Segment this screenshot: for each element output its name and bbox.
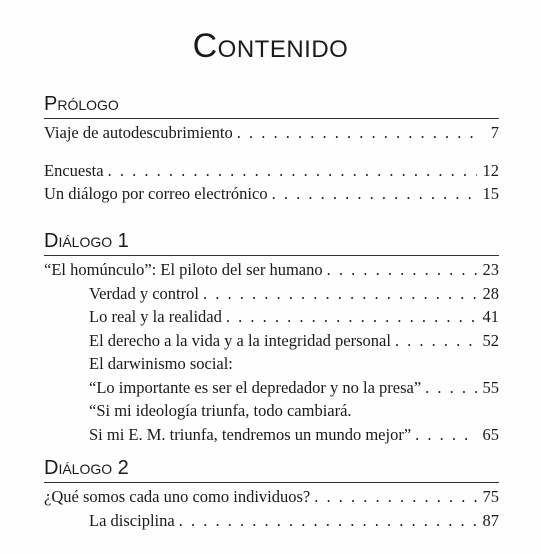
toc-entry — [44, 485, 499, 509]
toc-entry-page: 75 — [482, 487, 499, 506]
section-heading-dialogo-2: Diálogo 2 — [44, 456, 499, 483]
dot-leader — [425, 376, 477, 400]
dot-leader — [237, 121, 477, 145]
section-dialogo-2 — [44, 456, 499, 532]
section-dialogo-1 — [44, 229, 499, 446]
toc-entry-page: 12 — [482, 160, 499, 180]
toc-entry-page: 41 — [482, 307, 499, 326]
toc-entry-title: “El homúnculo”: El piloto del ser humano — [44, 260, 323, 279]
toc-subentry-line: “Si mi ideología triunfa, todo cambiará. — [89, 401, 352, 420]
dot-leader — [415, 423, 477, 447]
dot-leader — [327, 258, 477, 282]
toc-subentry — [44, 423, 499, 447]
toc-subentry — [44, 282, 499, 306]
dot-leader — [108, 159, 477, 183]
toc-subentry-line: El darwinismo social: — [89, 354, 233, 373]
dot-leader — [226, 305, 477, 329]
toc-entry-title: Viaje de autodescubrimiento — [44, 123, 233, 142]
toc-subentry — [44, 329, 499, 353]
toc-entry-page: 65 — [482, 424, 499, 444]
toc-entry-title: Lo real y la realidad — [89, 307, 222, 326]
toc-entry-title: El derecho a la vida y a la integridad personal — [89, 330, 391, 350]
toc-entry — [44, 182, 499, 206]
toc-entry-page: 55 — [482, 377, 499, 397]
toc-entry-title: ¿Qué somos cada uno como individuos? — [44, 487, 311, 506]
section-heading-dialogo-1: Diálogo 1 — [44, 229, 499, 256]
dot-leader — [179, 509, 477, 533]
section-heading-prologo: Prólogo — [44, 92, 499, 119]
toc-entry-title: “Lo importante es ser el depredador y no la presa” — [89, 377, 422, 397]
toc-entry-page: 52 — [482, 330, 499, 350]
section-prologo — [44, 92, 499, 206]
toc-entry-title: Si mi E. M. triunfa, tendremos un mundo mejor” — [89, 424, 412, 444]
toc-entry-page: 15 — [482, 184, 499, 203]
toc-entry-title: Encuesta — [44, 160, 104, 180]
dot-leader — [272, 182, 477, 206]
toc-entry-title: Un diálogo por correo electrónico — [44, 184, 268, 203]
page-title: Contenido — [192, 27, 349, 65]
toc-subentry — [44, 509, 499, 533]
toc-entry-title: Verdad y control — [89, 283, 199, 303]
toc-entry-page: 7 — [490, 123, 499, 142]
toc-subentry — [44, 376, 499, 400]
toc-entry-page: 28 — [482, 283, 499, 303]
toc-entry — [44, 159, 499, 183]
toc-subentry — [44, 305, 499, 329]
dot-leader — [395, 329, 477, 353]
dot-leader — [203, 282, 477, 306]
toc-entry-page: 87 — [482, 510, 499, 530]
dot-leader — [314, 485, 477, 509]
toc-entry-page: 23 — [482, 260, 499, 279]
toc-entry — [44, 121, 499, 145]
toc-entry-title: La disciplina — [89, 510, 175, 530]
toc-entry — [44, 258, 499, 282]
